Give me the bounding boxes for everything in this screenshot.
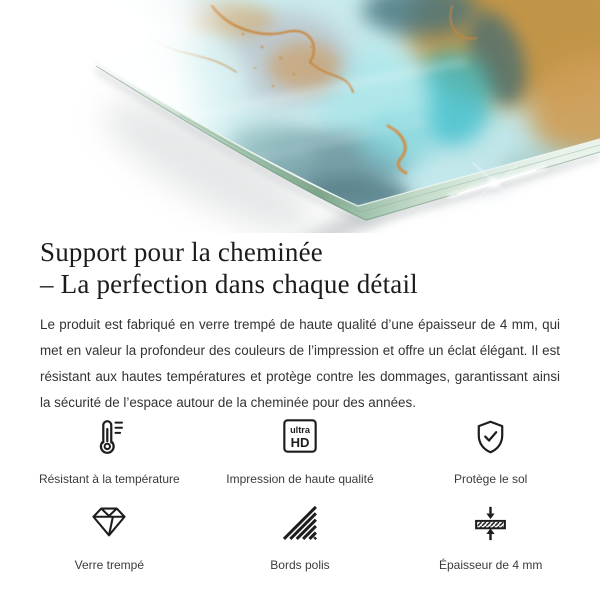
feature-label: Épaisseur de 4 mm [438, 558, 543, 572]
title-line-1: Support pour la cheminée [40, 237, 323, 267]
feature-label: Protège le sol [453, 472, 528, 486]
ultra-hd-icon [282, 416, 318, 460]
polished-edges-icon [281, 502, 318, 546]
product-copy [0, 236, 600, 572]
feature-label: Verre trempé [74, 558, 145, 572]
product-image [0, 0, 600, 233]
svg-text:HD: HD [290, 434, 310, 450]
feature-label: Bords polis [270, 558, 330, 572]
glass-panel-artwork [0, 0, 600, 233]
feature-temperature [14, 416, 205, 486]
feature-label: Résistant à la température [38, 472, 180, 486]
feature-label: Impression de haute qualité [226, 472, 374, 486]
thermometer-icon [91, 416, 128, 460]
diamond-icon [90, 502, 128, 546]
svg-text:ultra: ultra [290, 425, 310, 436]
feature-polished-edges [205, 502, 396, 572]
page-title [40, 236, 560, 300]
feature-tempered-glass [14, 502, 205, 572]
thickness-icon [473, 502, 508, 546]
shield-check-icon [473, 416, 508, 460]
feature-print-quality [205, 416, 396, 486]
feature-floor-protection [395, 416, 586, 486]
title-line-2: – La perfection dans chaque détail [40, 269, 418, 299]
feature-grid [14, 416, 586, 572]
product-description-text: Le produit est fabriqué en verre trempé de haute qualité d’une épaisseur de 4 mm, qui met en valeur la profondeur des couleurs de l’impression et offre un éclat élégant. Il est résistant aux hautes températures et protège contre les dommages, garantissant ainsi la sécurité de l’espace autour de la cheminée pour des années. [40, 317, 560, 410]
feature-thickness [395, 502, 586, 572]
